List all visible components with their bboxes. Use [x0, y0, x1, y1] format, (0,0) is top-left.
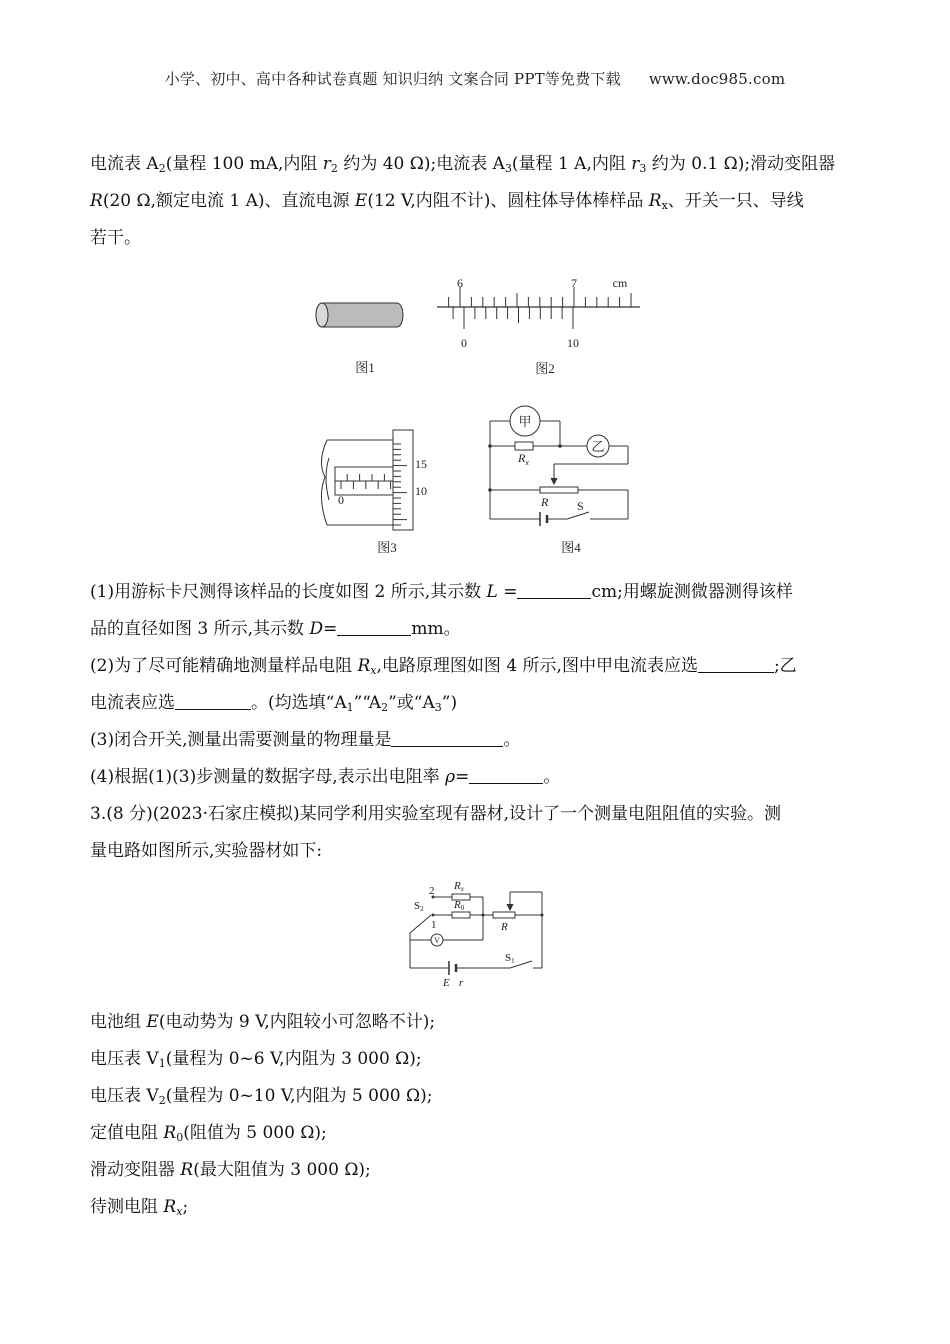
- answer-blank-D[interactable]: [337, 619, 411, 636]
- figure-4-circuit: [485, 402, 635, 558]
- svg-text:1: 1: [431, 919, 437, 931]
- svg-text:Rx: Rx: [454, 880, 464, 893]
- svg-text:E: E: [443, 977, 450, 989]
- answer-blank-jia[interactable]: [698, 656, 774, 673]
- main-scale-ticks: [449, 287, 631, 307]
- svg-text:R0: R0: [454, 899, 465, 912]
- svg-text:Rx: $R_x$: [518, 451, 529, 467]
- svg-text:r: r: [459, 977, 464, 989]
- question-1-line-1: (1)用游标卡尺测得该样品的长度如图 2 所示,其示数 L = cm;用螺旋测微器测得该样: [90, 582, 793, 602]
- cylinder-body: [316, 303, 403, 327]
- cylinder-end: [316, 303, 328, 327]
- header-url: www.doc985.com: [648, 70, 786, 88]
- question-3: (3)闭合开关,测量出需要测量的物理量是 。: [90, 730, 521, 750]
- question-2-line-2: 电流表应选 。(均选填“$A_1”“A_2$”或“$A_3$”): [90, 693, 458, 714]
- svg-text:V: V: [434, 936, 440, 945]
- answer-blank-yi[interactable]: [175, 693, 251, 710]
- item-battery: 电池组 E(电动势为 9 V,内阻较小可忽略不计);: [90, 1012, 436, 1032]
- item-unknown-resistor: 待测电阻 $R_x$;: [90, 1197, 189, 1218]
- main-label-7: 7: [571, 276, 577, 290]
- svg-text:S1: S1: [505, 952, 515, 965]
- vernier-scale-ticks: [453, 307, 573, 329]
- svg-text:2: 2: [429, 885, 435, 897]
- svg-text:S2: S2: [414, 900, 424, 913]
- intro-line-1: 电流表 $A_2$(量程 100 mA,内阻 $r_2$ 约为 40 Ω);电流表 $A_3$(量程 1 A,内阻 $r_3$ 约为 0.1 Ω);滑动变阻器: [90, 154, 836, 175]
- svg-text:S: S: [577, 499, 584, 513]
- header-slogan: 小学、初中、高中各种试卷真题 知识归纳 文案合同 PPT等免费下载: [164, 70, 621, 88]
- question-4: (4)根据(1)(3)步测量的数据字母,表示出电阻率 ρ= 。: [90, 767, 561, 787]
- caption-fig2: 图2: [535, 361, 555, 376]
- svg-text:R: R: [541, 495, 549, 509]
- caption-fig1: 图1: [355, 360, 375, 375]
- figure-3-micrometer: [315, 422, 447, 558]
- question-2-line-1: (2)为了尽可能精确地测量样品电阻 $R_x$,电路原理图如图 4 所示,图中甲电流表应选 ;乙: [90, 656, 797, 677]
- figure-1-cylinder: [310, 296, 410, 376]
- vernier-label-0: 0: [461, 336, 467, 350]
- answer-blank-rho[interactable]: [469, 767, 543, 784]
- page-header: [0, 68, 950, 89]
- figure-5-circuit: [405, 875, 550, 990]
- vernier-label-10: 10: [567, 336, 579, 350]
- svg-text:甲: 甲: [518, 414, 532, 429]
- intro-line-2: R(20 Ω,额定电流 1 A)、直流电源 E(12 V,内阻不计)、圆柱体导体棒样品 $R_x$、开关一只、导线: [90, 191, 804, 212]
- caption-fig4: 图4: [561, 540, 581, 555]
- item-voltmeter-2: 电压表 $V_2$(量程为 0~10 V,内阻为 5 000 Ω);: [90, 1086, 433, 1107]
- unit-label: cm: [612, 276, 628, 290]
- problem-3-line-2: 量电路如图所示,实验器材如下:: [90, 841, 323, 861]
- caption-fig3: 图3: [377, 540, 397, 555]
- answer-blank-L[interactable]: [517, 582, 591, 599]
- answer-blank-quantities[interactable]: [391, 730, 503, 747]
- problem-3-line-1: 3.(8 分)(2023·石家庄模拟)某同学利用实验室现有器材,设计了一个测量电阻阻值的实验。测: [90, 804, 782, 824]
- thimble: [393, 430, 413, 530]
- svg-text:R: R: [501, 921, 508, 933]
- main-label-6: 6: [457, 276, 463, 290]
- thimble-label-10: 10: [415, 484, 427, 498]
- thimble-label-15: 15: [415, 457, 427, 471]
- question-1-line-2: 品的直径如图 3 所示,其示数 D= mm。: [90, 619, 461, 639]
- svg-text:乙: 乙: [591, 439, 605, 454]
- sleeve-label-0: 0: [338, 493, 344, 507]
- item-voltmeter-1: 电压表 $V_1$(量程为 0~6 V,内阻为 3 000 Ω);: [90, 1049, 422, 1070]
- figure-2-vernier-scale: [432, 272, 644, 377]
- item-rheostat: 滑动变阻器 R(最大阻值为 3 000 Ω);: [90, 1160, 371, 1180]
- item-fixed-resistor: 定值电阻 $R_0$(阻值为 5 000 Ω);: [90, 1123, 327, 1144]
- intro-line-3: 若干。: [90, 228, 141, 248]
